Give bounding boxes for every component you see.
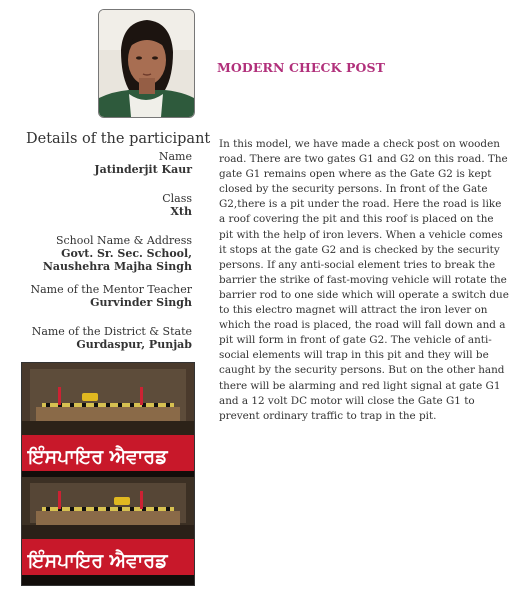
field-label: Name of the Mentor Teacher: [30, 283, 192, 296]
field-label: School Name & Address: [55, 234, 192, 247]
field-name: [94, 150, 192, 176]
field-label: Name of the District & State: [31, 325, 192, 338]
details-heading: Details of the participant: [26, 131, 211, 147]
page-title: MODERN CHECK POST: [217, 60, 386, 75]
field-value: Jatinderjit Kaur: [94, 163, 192, 176]
field-value: Gurdaspur, Punjab: [76, 338, 192, 351]
field-class: [162, 192, 192, 218]
field-value: Gurvinder Singh: [90, 296, 192, 309]
field-label: Class: [162, 192, 192, 205]
field-label: Name: [158, 150, 192, 163]
participant-photo: [98, 9, 195, 118]
field-mentor: [30, 283, 192, 309]
model-photo: [21, 362, 195, 586]
field-district: [32, 325, 192, 351]
field-value: Xth: [170, 205, 192, 218]
model-description: In this model, we have made a check post on wooden road. There are two gates G1 and G2 on this road. The gate G1 remains open where as the Gate G2 is kept closed by the security persons. In front of the Gate G2,there is a pit under the road. Here the road is like a roof covering the pit and this roof is placed on the pit with the help of iron levers. When a vehicle comes it stops at the gate G2 and is checked by the security persons. If any anti-social element tries to break the barrier the strike of fast-moving vehicle will rotate the barrier rod to one side which will operate a switch due to this electro magnet will attract the iron lever on which the road is placed, the road will fall down and a pit will form in front of gate G2. The vehicle of anti-social elements will trap in this pit and they will be caught by the security persons. But on the other hand there will be alarming and red light signal at gate G1 and a 12 volt DC motor will close the Gate G1 to prevent ordinary traffic to trap in the pit.: [219, 138, 509, 422]
banner-text: ਇੰਸਪਾਇਰ ਐਵਾਰਡ: [28, 550, 168, 572]
banner-text: ਇੰਸਪਾਇਰ ਐਵਾਰਡ: [28, 446, 168, 468]
field-value: Naushehra Majha Singh: [42, 260, 192, 273]
field-value: Govt. Sr. Sec. School,: [61, 247, 192, 260]
field-school: [43, 234, 192, 273]
